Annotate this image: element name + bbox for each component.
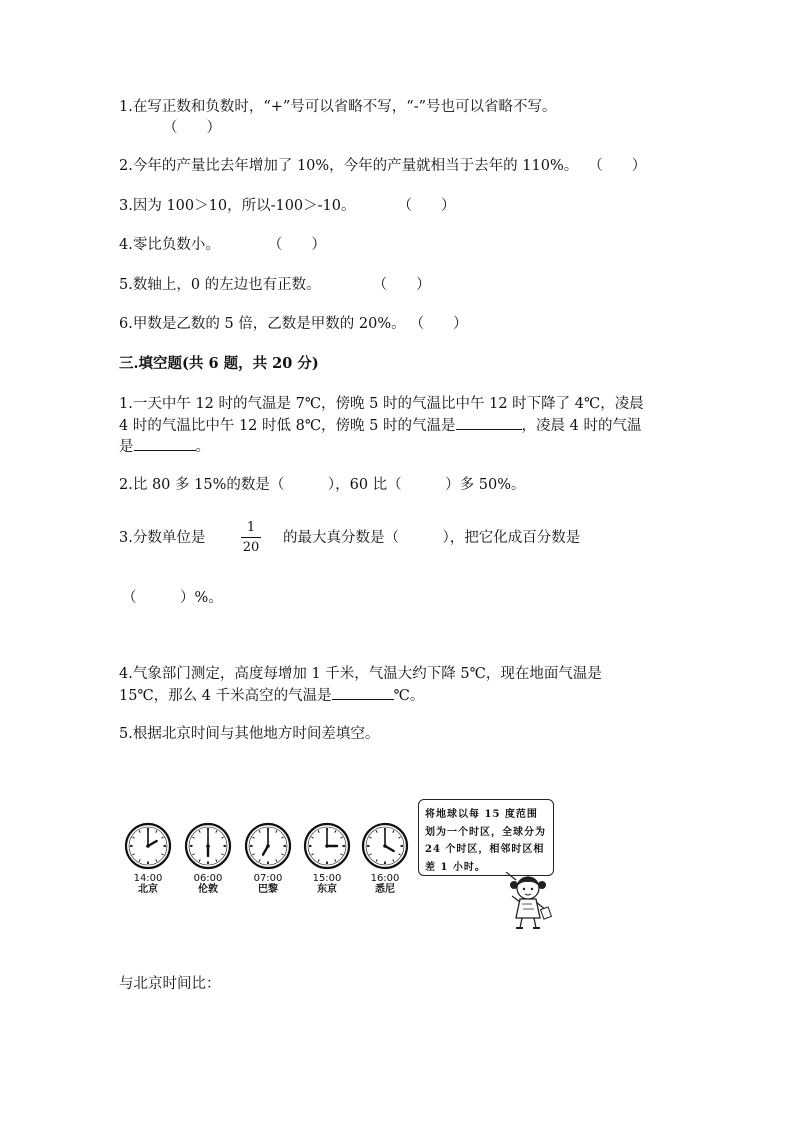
- clock-icon: [303, 822, 351, 870]
- clock-icon: [124, 822, 172, 870]
- judge-q4: [119, 235, 326, 256]
- fraction-bar: [241, 537, 261, 538]
- answer-paren[interactable]: （ ）: [267, 237, 326, 253]
- clock-time: 07:00: [253, 873, 283, 884]
- clock-time: 14:00: [133, 873, 163, 884]
- clock-city: 东京: [317, 884, 337, 895]
- fill-q4-text-a: 15℃，那么 4 千米高空的气温是: [119, 688, 332, 704]
- clock-sydney: [359, 822, 411, 895]
- fill-q5: 5.根据北京时间与其他地方时间差填空。: [119, 726, 380, 742]
- clock-icon: [184, 822, 232, 870]
- answer-paren[interactable]: （ ）: [409, 316, 468, 332]
- fill-q4-line2: [119, 685, 424, 707]
- girl-illustration-icon: [502, 872, 554, 930]
- fill-q3-before: 3.分数单位是: [119, 530, 206, 546]
- clock-center-pin: [383, 844, 387, 848]
- fill-q4-line1: 4.气象部门测定，高度每增加 1 千米，气温大约下降 5℃，现在地面气温是: [119, 666, 602, 682]
- world-clocks: [122, 822, 422, 902]
- answer-blank[interactable]: [332, 685, 394, 700]
- judge-q1-text: 1.在写正数和负数时，“+”号可以省略不写，“-”号也可以省略不写。: [119, 99, 557, 115]
- fill-q1-line2: [119, 415, 641, 437]
- judge-q3: [119, 196, 456, 217]
- judge-q3-text: 3.因为 100＞10，所以-100＞-10。: [119, 198, 356, 214]
- fill-q1-line1: 1.一天中午 12 时的气温是 7℃，傍晚 5 时的气温比中午 12 时下降了 4℃，凌晨: [119, 396, 644, 412]
- judge-q2-text: 2.今年的产量比去年增加了 10%，今年的产量就相当于去年的 110%。: [119, 158, 579, 174]
- fill-q2: 2.比 80 多 15%的数是（ ），60 比（ ）多 50%。: [119, 477, 526, 493]
- judge-q5-text: 5.数轴上，0 的左边也有正数。: [119, 277, 321, 293]
- judge-q6-text: 6.甲数是乙数的 5 倍，乙数是甲数的 20%。: [119, 316, 406, 332]
- judge-q5: [119, 275, 431, 296]
- fill-q1-line3: [119, 436, 210, 458]
- clock-center-pin: [146, 844, 150, 848]
- clock-london: [182, 822, 234, 895]
- clock-time: 06:00: [193, 873, 223, 884]
- clock-time: 15:00: [312, 873, 342, 884]
- clock-city: 北京: [138, 884, 158, 895]
- compare-prompt: 与北京时间比：: [119, 976, 221, 992]
- clock-icon: [361, 822, 409, 870]
- clock-beijing: [122, 822, 174, 895]
- fill-q1-text-c: 是: [119, 439, 134, 455]
- fill-q1-text-a: 4 时的气温比中午 12 时低 8℃，傍晚 5 时的气温是: [119, 418, 456, 434]
- answer-paren[interactable]: （ ）: [397, 198, 456, 214]
- answer-paren: （ ）: [163, 120, 221, 136]
- fill-q1-text-b: ，凌晨 4 时的气温: [521, 418, 642, 434]
- answer-blank[interactable]: [456, 415, 522, 430]
- clock-center-pin: [325, 844, 329, 848]
- clock-paris: [242, 822, 294, 895]
- clock-city: 巴黎: [258, 884, 278, 895]
- timezone-speech-bubble: 将地球以每 15 度范围划为一个时区，全球分为 24 个时区，相邻时区相差 1 小时。: [418, 799, 554, 876]
- clock-city: 伦敦: [198, 884, 218, 895]
- clock-time: 16:00: [370, 873, 400, 884]
- fill-q4-text-b: ℃。: [393, 688, 425, 704]
- clock-tokyo: [301, 822, 353, 895]
- clock-center-pin: [206, 844, 210, 848]
- judge-q1-line1: [119, 97, 557, 118]
- answer-blank[interactable]: [134, 436, 196, 451]
- judge-q2: [119, 156, 646, 177]
- fraction-numerator: 1: [246, 520, 256, 535]
- fraction-one-twentieth: [241, 520, 261, 555]
- fill-q3-line2: （ ）%。: [122, 590, 223, 606]
- clock-center-pin: [266, 844, 270, 848]
- fill-q3-after: 的最大真分数是（ ），把它化成百分数是: [283, 530, 581, 546]
- judge-q6: [119, 314, 468, 335]
- fill-q1-text-d: 。: [195, 439, 210, 455]
- fraction-denominator: 20: [242, 540, 260, 555]
- judge-q1-paren[interactable]: [163, 118, 221, 139]
- answer-paren[interactable]: （ ）: [372, 277, 431, 293]
- answer-paren[interactable]: （ ）: [588, 158, 647, 174]
- clock-city: 悉尼: [375, 884, 395, 895]
- judge-q4-text: 4.零比负数小。: [119, 237, 220, 253]
- section-title: 三.填空题(共 6 题，共 20 分): [119, 355, 319, 372]
- clock-icon: [244, 822, 292, 870]
